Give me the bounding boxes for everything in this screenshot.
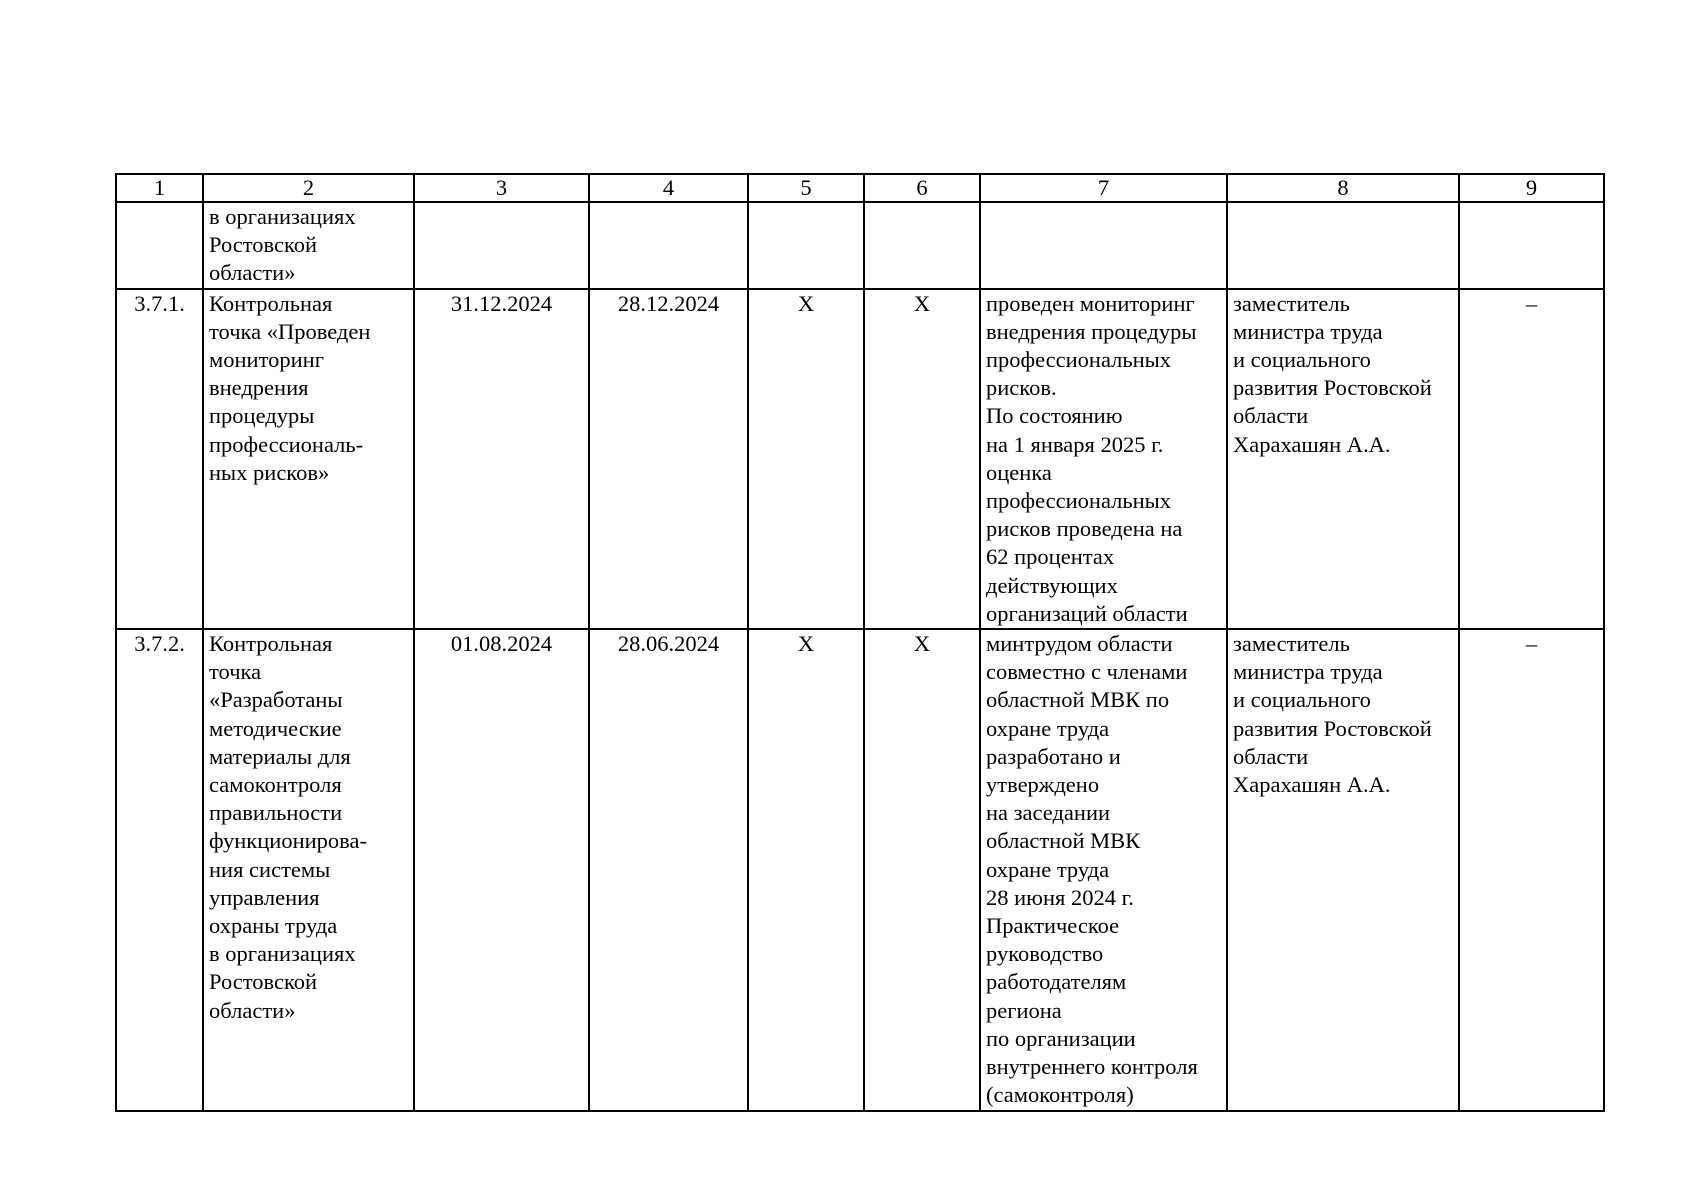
fact-date-cell: 28.06.2024 [589, 629, 748, 1110]
result-cell [980, 202, 1227, 289]
item-number-cell [116, 202, 203, 289]
col9-cell [1459, 202, 1604, 289]
plan-date-cell [414, 202, 589, 289]
result-cell: минтрудом области совместно с членами областной МВК по охране труда разработано и утверждено на заседании областной МВК охране труда 28 июня 2024 г. Практическое руководство работодателям региона по организации внутреннего контроля (самоконтроля) [980, 629, 1227, 1110]
header-cell-1: 1 [116, 174, 203, 202]
responsible-cell: заместитель министра труда и социального развития Ростовской области Харахашян А.А. [1227, 289, 1459, 629]
col6-cell [864, 202, 980, 289]
col6-cell: Х [864, 629, 980, 1110]
header-cell-7: 7 [980, 174, 1227, 202]
col5-cell: Х [748, 289, 864, 629]
header-cell-3: 3 [414, 174, 589, 202]
header-cell-4: 4 [589, 174, 748, 202]
fact-date-cell [589, 202, 748, 289]
table-row-3-7-2 [116, 629, 1604, 1110]
fact-date-cell: 28.12.2024 [589, 289, 748, 629]
responsible-cell: заместитель министра труда и социального развития Ростовской области Харахашян А.А. [1227, 629, 1459, 1110]
measures-table [115, 173, 1605, 1112]
header-cell-8: 8 [1227, 174, 1459, 202]
plan-date-cell: 31.12.2024 [414, 289, 589, 629]
plan-date-cell: 01.08.2024 [414, 629, 589, 1110]
item-number-cell: 3.7.1. [116, 289, 203, 629]
header-cell-2: 2 [203, 174, 414, 202]
result-cell: проведен мониторинг внедрения процедуры профессиональных рисков. По состоянию на 1 января 2025 г. оценка профессиональных рисков проведена на 62 процентах действующих организаций области [980, 289, 1227, 629]
table-row-3-7-1 [116, 289, 1604, 629]
responsible-cell [1227, 202, 1459, 289]
header-cell-6: 6 [864, 174, 980, 202]
col5-cell: Х [748, 629, 864, 1110]
item-name-cell: в организациях Ростовской области» [203, 202, 414, 289]
item-name-cell: Контрольная точка «Разработаны методические материалы для самоконтроля правильности функционирова- ния системы управления охраны труда в организациях Ростовской области» [203, 629, 414, 1110]
item-name-cell: Контрольная точка «Проведен мониторинг внедрения процедуры профессиональ- ных рисков» [203, 289, 414, 629]
header-cell-9: 9 [1459, 174, 1604, 202]
col9-cell: – [1459, 289, 1604, 629]
header-cell-5: 5 [748, 174, 864, 202]
col5-cell [748, 202, 864, 289]
item-number-cell: 3.7.2. [116, 629, 203, 1110]
col9-cell: – [1459, 629, 1604, 1110]
column-number-row [116, 174, 1604, 202]
col6-cell: Х [864, 289, 980, 629]
table-row-continuation [116, 202, 1604, 289]
